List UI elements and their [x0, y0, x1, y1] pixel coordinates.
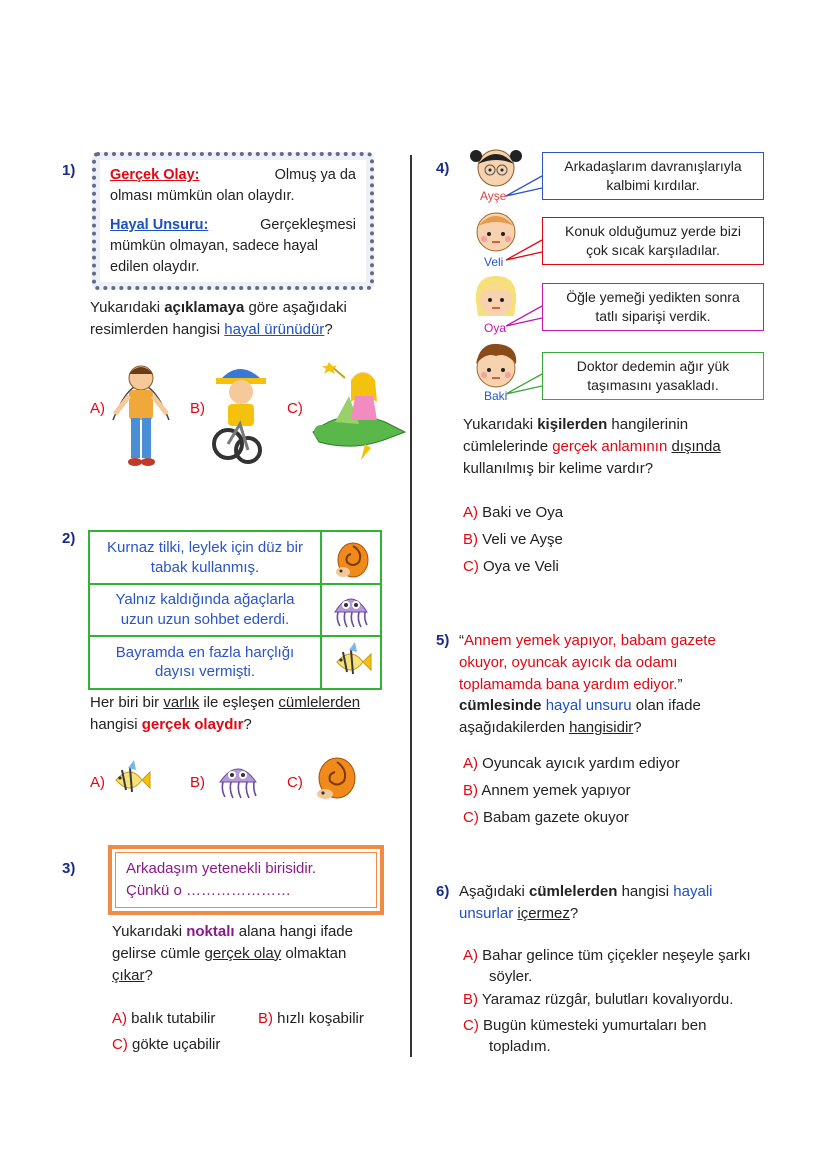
q3-stem-underlined: gerçek olay [204, 944, 282, 962]
question-6-number: 6) [436, 883, 450, 900]
q3-sentence-line-1: Arkadaşım yetenekli birisidir. [126, 860, 317, 877]
option-text-continued: söyler. [489, 968, 533, 985]
option-letter: A) [112, 1010, 127, 1027]
jellyfish-icon [329, 590, 373, 630]
q2-option-c-letter[interactable]: C) [287, 774, 303, 791]
q3-stem-part: alana hangi ifade [234, 923, 353, 940]
q1-stem-part: ? [324, 320, 333, 338]
table-row [89, 531, 381, 584]
option-letter: C) [463, 809, 479, 826]
speech-line-2: çok sıcak karşıladılar. [586, 242, 720, 258]
snail-icon[interactable] [312, 752, 358, 802]
person-name-ayse: Ayşe [480, 189, 507, 203]
q2-match-table [88, 530, 382, 690]
option-letter: A) [463, 504, 478, 521]
question-2-number: 2) [62, 530, 76, 547]
jump-rope-boy-icon[interactable] [105, 360, 177, 472]
option-text: Oya ve Veli [483, 558, 559, 575]
q2-stem-underlined: cümlelerden [278, 694, 361, 711]
q5-quote-mark: “ [459, 632, 464, 649]
column-divider [410, 155, 412, 1057]
fantasy-definition-2: mümkün olmayan, sadece hayal [110, 238, 318, 255]
q3-stem-part: ? [144, 966, 153, 984]
q6-stem-part: hangisi [617, 883, 674, 900]
q2-option-a-letter[interactable]: A) [90, 774, 105, 791]
q1-stem-highlight: hayal ürünüdür [224, 320, 325, 338]
option-text: Babam gazete okuyor [483, 809, 629, 826]
option-text: gökte uçabilir [132, 1036, 221, 1053]
q2-option-b-letter[interactable]: B) [190, 774, 205, 791]
speech-box-ayse [542, 152, 764, 200]
q6-option-c[interactable] [463, 1015, 793, 1057]
q5-stem-highlight: hayal unsuru [545, 697, 632, 715]
question-2-stem [90, 692, 390, 736]
speech-pointer [500, 174, 544, 204]
speech-line-1: Arkadaşlarım davranışlarıyla [564, 158, 742, 175]
q4-option-a[interactable] [463, 502, 563, 523]
q2-stem-part: ile eşleşen [199, 694, 279, 711]
q6-stem-part: ? [569, 904, 579, 922]
real-event-definition-1: Olmuş ya da [274, 167, 356, 183]
real-event-line-1 [110, 165, 356, 186]
q1-stem-keyword: açıklamaya [164, 299, 245, 316]
q2-stem-highlight: gerçek olaydır [141, 715, 244, 733]
speech-line-2: kalbimi kırdılar. [606, 177, 700, 193]
question-1-number: 1) [62, 162, 76, 179]
q2-row-2-line-2: uzun uzun sohbet ederdi. [120, 610, 290, 628]
snail-icon [331, 536, 371, 580]
q4-option-c[interactable] [463, 556, 559, 577]
option-letter: B) [463, 782, 478, 799]
question-3-number: 3) [62, 860, 76, 877]
option-text-continued: topladım. [489, 1038, 551, 1055]
person-name-baki: Baki [484, 389, 508, 403]
q4-stem-part: cümlelerinde [463, 437, 553, 455]
q4-stem-highlight: gerçek anlamının [552, 437, 668, 455]
q3-stem-part: olmaktan [281, 944, 347, 962]
option-text: Yaramaz rüzgâr, bulutları kovalıyordu. [481, 991, 734, 1008]
q6-stem-keyword: cümlelerden [529, 883, 618, 900]
q6-stem-underlined: içermez [517, 904, 570, 922]
speech-pointer [500, 372, 544, 402]
q3-sentence-box [108, 845, 384, 915]
option-text: Bugün kümesteki yumurtaları ben [483, 1017, 707, 1034]
q1-option-c-letter[interactable]: C) [287, 400, 303, 417]
q6-stem-highlight: unsurlar [459, 904, 514, 922]
q2-row-3-line-2: dayısı vermişti. [154, 663, 256, 681]
q3-stem-part: Yukarıdaki [112, 923, 187, 940]
q5-option-c[interactable] [463, 807, 629, 828]
q3-option-a[interactable] [112, 1008, 215, 1029]
q5-quote-line-2: okuyor, oyuncak ayıcık da odamı [459, 653, 678, 671]
person-name-oya: Oya [484, 321, 507, 335]
speech-pointer [500, 304, 544, 334]
option-letter: C) [463, 1017, 479, 1034]
table-cell [321, 636, 381, 689]
q3-option-b[interactable] [258, 1008, 364, 1029]
option-text: Bahar gelince tüm çiçekler neşeyle şarkı [482, 947, 751, 964]
q3-sentence-line-2[interactable]: Çünkü o ………………… [126, 881, 292, 899]
definition-box-content [100, 160, 366, 282]
fantasy-definition-1: Gerçekleşmesi [260, 217, 356, 234]
option-letter: A) [463, 755, 478, 772]
option-text: Veli ve Ayşe [482, 531, 563, 548]
q2-stem-part: Her biri bir [90, 694, 164, 711]
jellyfish-icon[interactable] [214, 760, 262, 802]
q4-stem-part: hangilerinin [607, 416, 689, 433]
question-5-number: 5) [436, 632, 450, 649]
q6-stem-part: Aşağıdaki [459, 883, 530, 900]
fantasy-line-1 [110, 215, 356, 236]
cyclist-child-icon[interactable] [210, 358, 272, 464]
q4-stem-keyword: kişilerden [537, 416, 608, 433]
q5-stem-part: ? [633, 719, 642, 736]
q2-row-2-line-1: Yalnız kaldığında ağaçlarla [115, 591, 295, 609]
q1-stem-part: Yukarıdaki [90, 299, 165, 316]
q3-stem-keyword: noktalı [186, 923, 235, 940]
option-letter: C) [112, 1036, 128, 1053]
q1-stem-part: resimlerden hangisi [90, 320, 225, 338]
speech-pointer [500, 238, 544, 268]
q4-option-b[interactable] [463, 529, 563, 550]
table-cell [89, 636, 321, 689]
person-name-veli: Veli [484, 255, 504, 269]
fairy-on-dragon-icon[interactable] [305, 362, 411, 462]
option-text: hızlı koşabilir [277, 1010, 364, 1027]
table-row [89, 584, 381, 636]
fantasy-term: Hayal Unsuru: [110, 217, 209, 234]
definition-box [92, 152, 374, 290]
table-cell [321, 531, 381, 584]
q5-quote-line-1: Annem yemek yapıyor, babam gazete [464, 632, 716, 649]
option-text: Baki ve Oya [482, 504, 564, 521]
option-letter: B) [258, 1010, 273, 1027]
q6-option-b[interactable] [463, 989, 793, 1010]
q6-option-a[interactable] [463, 945, 793, 987]
option-text: Oyuncak ayıcık yardım ediyor [482, 755, 680, 772]
real-event-definition-2: olması mümkün olan olaydır. [110, 188, 295, 205]
question-1-stem [90, 297, 390, 341]
q5-quote-mark: ” [677, 675, 683, 693]
q5-quote-line-3: toplamamda bana yardım ediyor. [459, 675, 678, 693]
question-5-stem [459, 630, 789, 739]
q5-stem-underlined: hangisidir [569, 719, 634, 736]
option-text: Annem yemek yapıyor [481, 782, 631, 799]
q5-stem-keyword: cümlesinde [459, 697, 542, 715]
q3-stem-part: gelirse cümle [112, 944, 205, 962]
option-letter: A) [463, 947, 478, 964]
q2-row-1-line-1: Kurnaz tilki, leylek için düz bir [107, 539, 303, 557]
q2-stem-underlined: varlık [163, 694, 200, 711]
question-4-number: 4) [436, 160, 450, 177]
q3-sentence-box-content [115, 852, 377, 908]
q3-stem-underlined: çıkar [112, 966, 145, 984]
speech-box-oya [542, 283, 764, 331]
q2-row-3-line-1: Bayramda en fazla harçlığı [115, 643, 295, 661]
q4-stem-underlined: dışında [671, 437, 721, 455]
q6-stem-highlight: hayali [673, 883, 713, 900]
question-3-stem [112, 921, 392, 986]
table-row [89, 636, 381, 689]
q4-stem-part: kullanılmış bir kelime vardır? [463, 459, 654, 477]
q2-stem-part: hangisi [90, 715, 142, 733]
speech-line-1: Doktor dedemin ağır yük [576, 358, 730, 375]
q1-stem-part: göre aşağıdaki [244, 299, 347, 316]
q5-stem-part: aşağıdakilerden [459, 719, 570, 736]
q1-option-b-letter[interactable]: B) [190, 400, 205, 417]
q5-stem-part: olan ifade [631, 697, 701, 715]
table-cell [89, 531, 321, 584]
speech-box-veli [542, 217, 764, 265]
fantasy-definition-3: edilen olaydır. [110, 259, 200, 276]
table-cell [321, 584, 381, 636]
real-event-term: Gerçek Olay: [110, 167, 200, 183]
q3-option-c[interactable] [112, 1034, 220, 1055]
question-4-stem [463, 414, 783, 479]
q2-stem-part: ? [243, 715, 252, 733]
speech-line-1: Konuk olduğumuz yerde bizi [565, 223, 741, 240]
speech-box-baki [542, 352, 764, 400]
speech-line-2: tatlı siparişi verdik. [595, 308, 711, 324]
speech-line-2: taşımasını yasakladı. [587, 377, 719, 393]
option-letter: B) [463, 531, 478, 548]
option-letter: B) [463, 991, 478, 1008]
speech-line-1: Öğle yemeği yedikten sonra [566, 289, 740, 306]
table-cell [89, 584, 321, 636]
q1-option-a-letter[interactable]: A) [90, 400, 105, 417]
q5-option-a[interactable] [463, 753, 680, 774]
fish-icon [329, 640, 373, 684]
q2-row-1-line-2: tabak kullanmış. [150, 558, 260, 576]
option-text: balık tutabilir [131, 1010, 216, 1027]
option-letter: C) [463, 558, 479, 575]
q5-option-b[interactable] [463, 780, 631, 801]
question-6-stem [459, 881, 789, 925]
q4-stem-part: Yukarıdaki [463, 416, 538, 433]
fish-icon[interactable] [108, 758, 152, 802]
